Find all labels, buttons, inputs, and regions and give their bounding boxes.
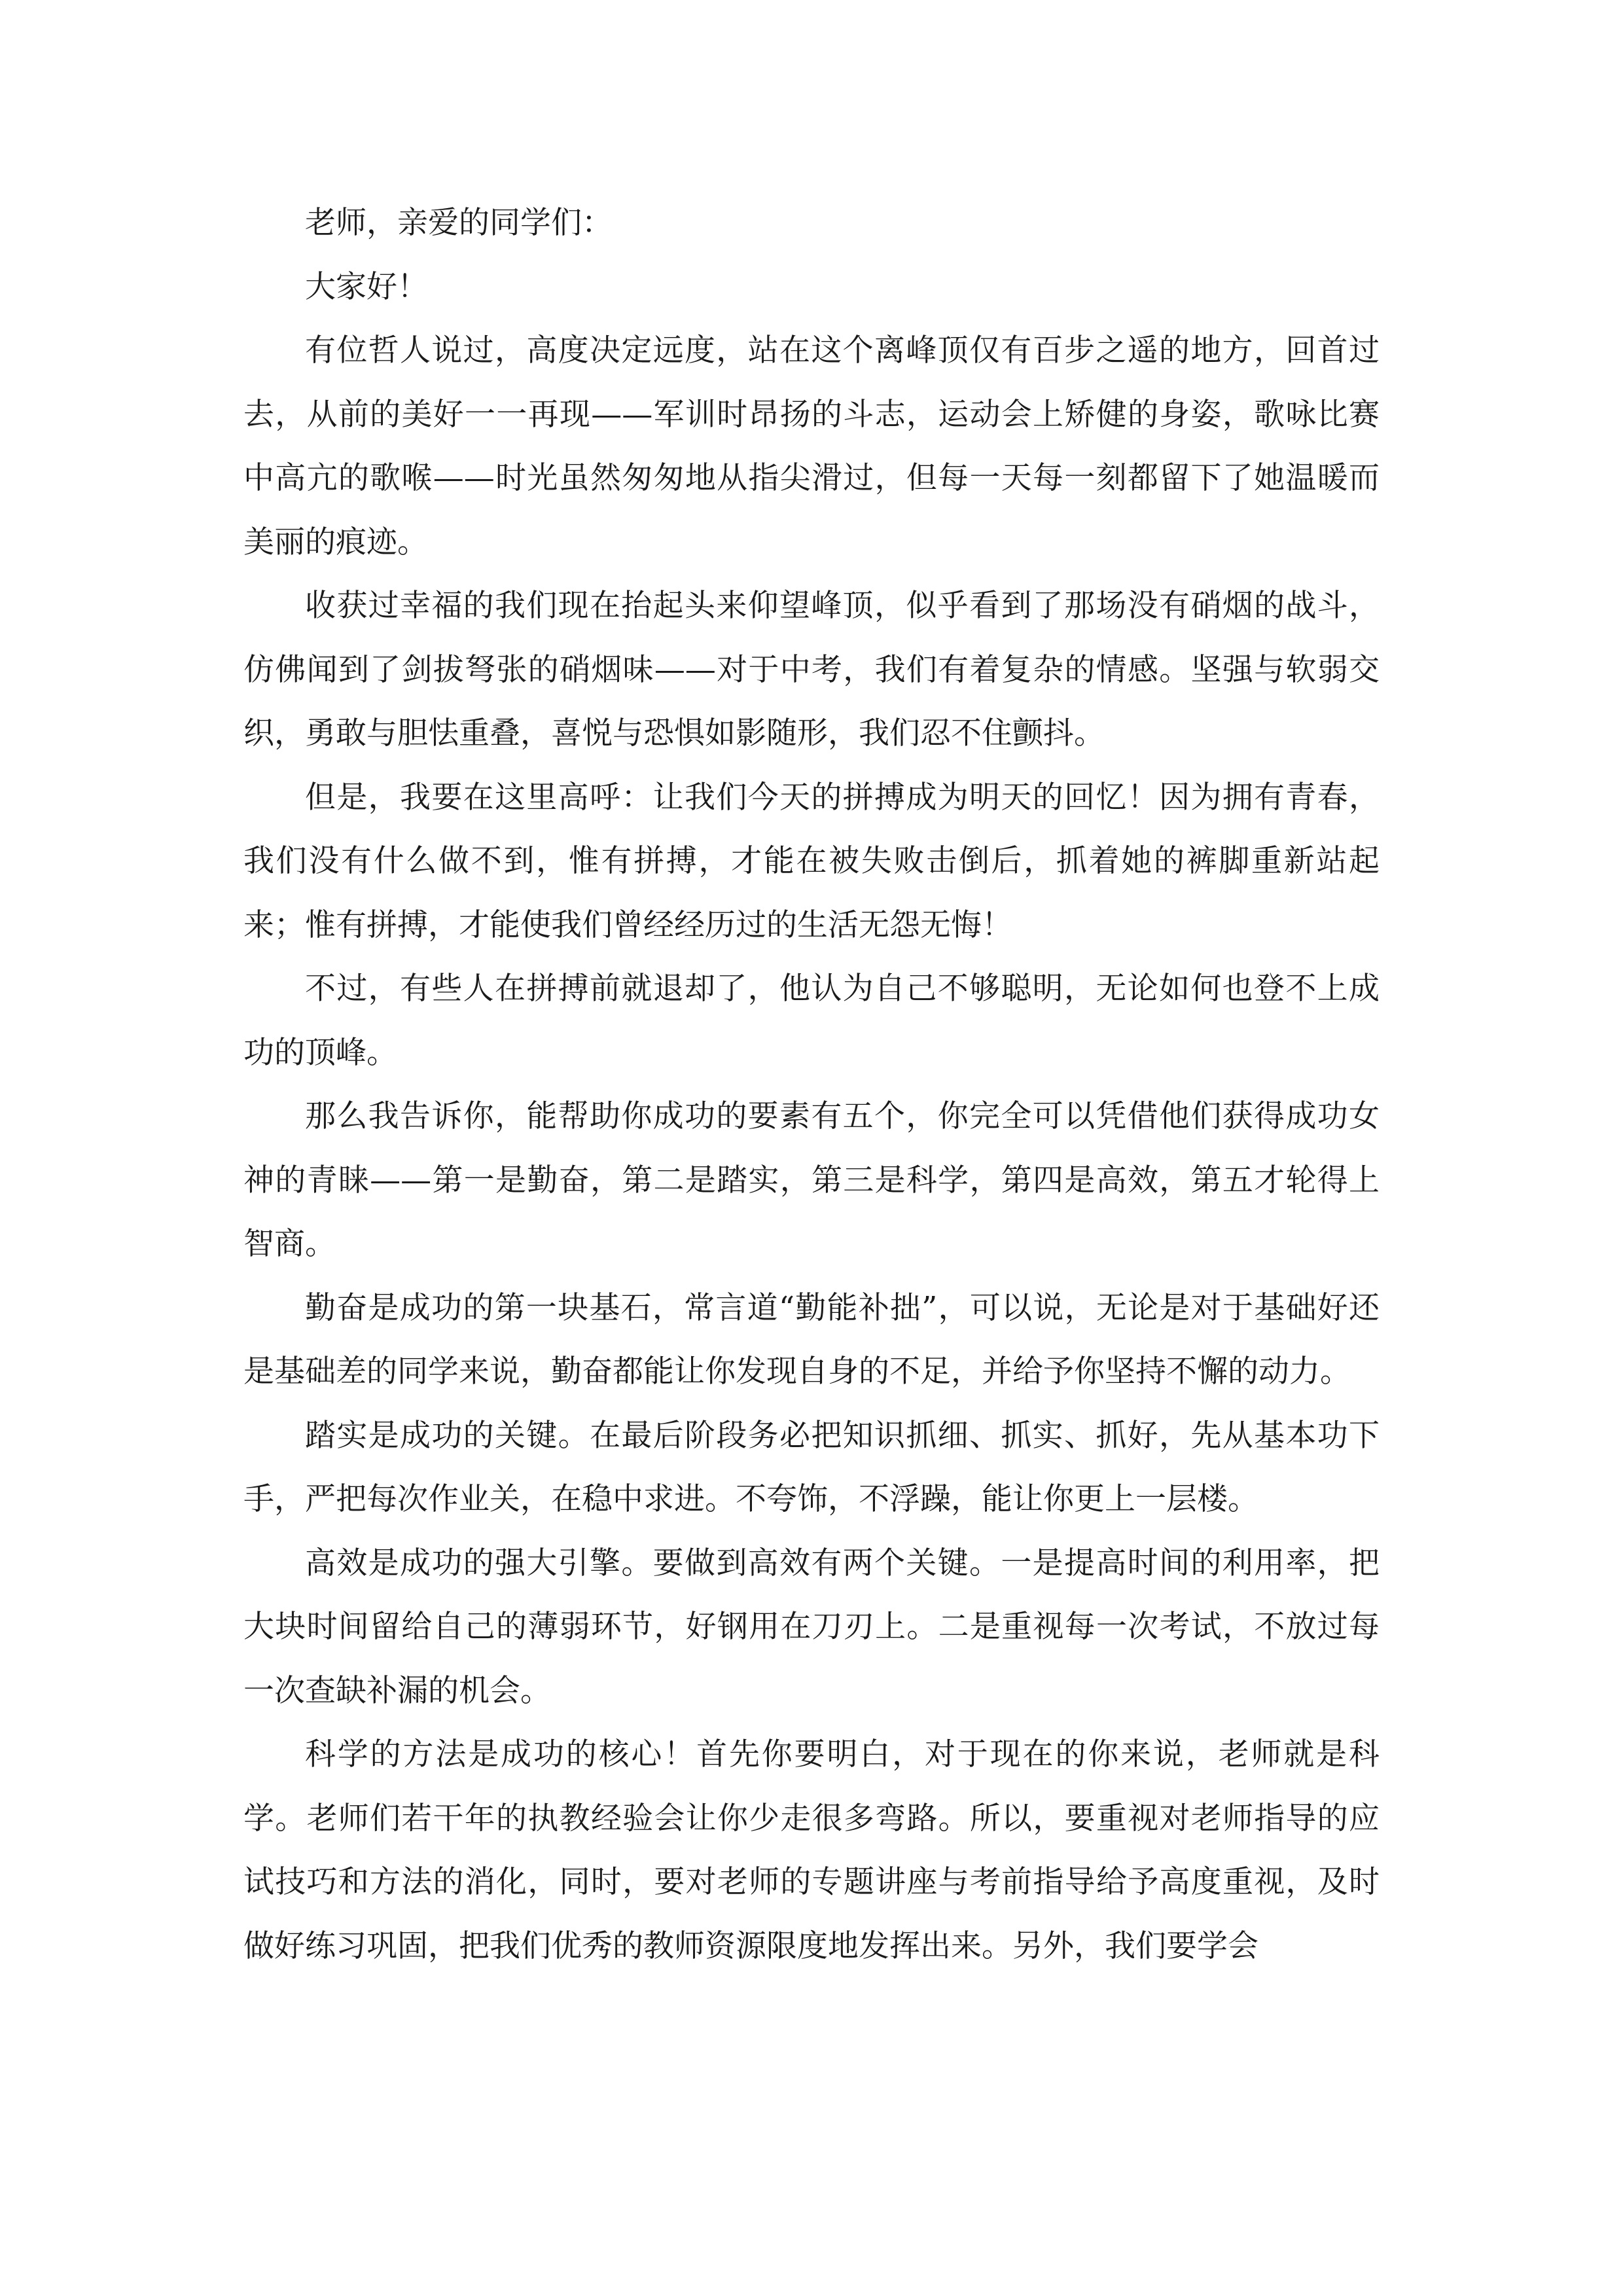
paragraph-five-elements: 那么我告诉你，能帮助你成功的要素有五个，你完全可以凭借他们获得成功女神的青睐——第一是勤奋，第二是踏实，第三是科学，第四是高效，第五才轮得上智商。 — [243, 1098, 1380, 1262]
paragraph-diligence: 勤奋是成功的第一块基石，常言道“勤能补拙”，可以说，无论是对于基础好还是基础差的同学来说，勤奋都能让你发现自身的不足，并给予你坚持不懈的动力。 — [243, 1289, 1380, 1390]
paragraph-efficiency: 高效是成功的强大引擎。要做到高效有两个关键。一是提高时间的利用率，把大块时间留给自己的薄弱环节，好钢用在刀刃上。二是重视每一次考试，不放过每一次查缺补漏的机会。 — [243, 1545, 1380, 1709]
paragraph-steadiness: 踏实是成功的关键。在最后阶段务必把知识抓细、抓实、抓好，先从基本功下手，严把每次作业关，在稳中求进。不夸饰，不浮躁，能让你更上一层楼。 — [243, 1417, 1380, 1517]
paragraph-harvest: 收获过幸福的我们现在抬起头来仰望峰顶，似乎看到了那场没有硝烟的战斗，仿佛闻到了剑拔弩张的硝烟味——对于中考，我们有着复杂的情感。坚强与软弱交织，勇敢与胆怯重叠，喜悦与恐惧如影随形，我们忍不住颤抖。 — [243, 588, 1380, 751]
paragraph-philosopher: 有位哲人说过，高度决定远度，站在这个离峰顶仅有百步之遥的地方，回首过去，从前的美好一一再现——军训时昂扬的斗志，运动会上矫健的身姿，歌咏比赛中高亢的歌喉——时光虽然匆匆地从指尖滑过，但每一天每一刻都留下了她温暖而美丽的痕迹。 — [243, 332, 1380, 560]
paragraph-retreat: 不过，有些人在拼搏前就退却了，他认为自己不够聪明，无论如何也登不上成功的顶峰。 — [243, 971, 1380, 1071]
document-body — [243, 191, 1380, 1978]
greeting: 大家好！ — [305, 268, 428, 305]
salutation: 老师，亲爱的同学们： — [305, 205, 613, 241]
paragraph-science: 科学的方法是成功的核心！首先你要明白，对于现在的你来说，老师就是科学。老师们若干年的执教经验会让你少走很多弯路。所以，要重视对老师指导的应试技巧和方法的消化，同时，要对老师的专题讲座与考前指导给予高度重视，及时做好练习巩固，把我们优秀的教师资源限度地发挥出来。另外，我们要学会 — [243, 1736, 1380, 1964]
paragraph-struggle: 但是，我要在这里高呼：让我们今天的拼搏成为明天的回忆！因为拥有青春，我们没有什么做不到，惟有拼搏，才能在被失败击倒后，抓着她的裤脚重新站起来；惟有拼搏，才能使我们曾经经历过的生活无怨无悔！ — [243, 779, 1380, 943]
